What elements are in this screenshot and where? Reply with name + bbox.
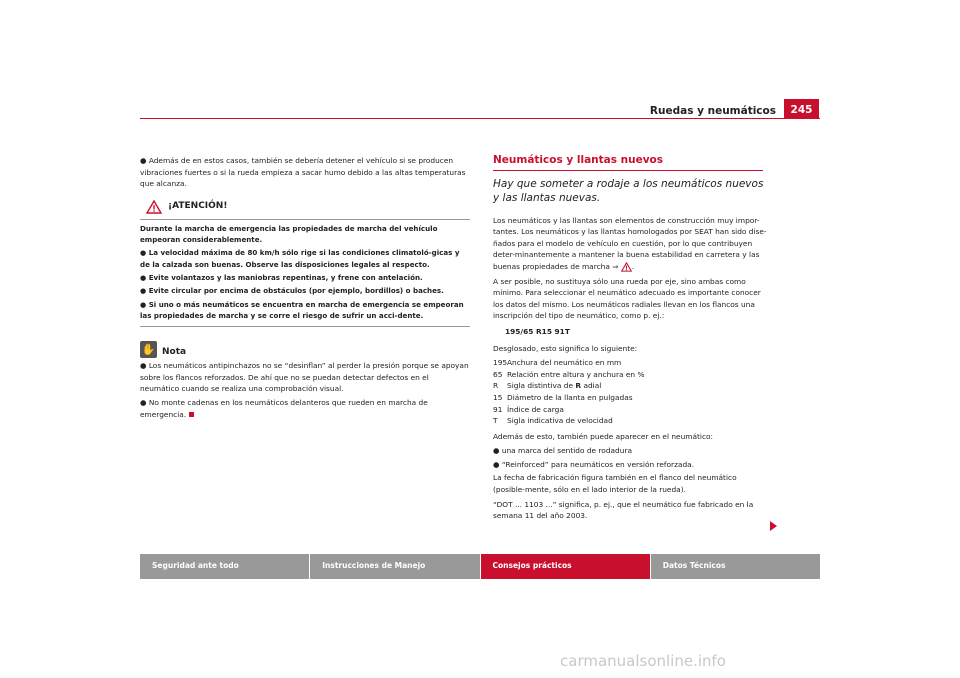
warning-item: ● Evite circular por encima de obstáculos (por ejemplo, bordillos) o baches. — [140, 286, 444, 296]
bullet-icon: ● — [140, 156, 147, 165]
tab-seguridad[interactable]: Seguridad ante todo — [140, 554, 309, 579]
warning-header — [140, 200, 470, 220]
bullet-icon: ● — [140, 397, 147, 407]
paragraph: Los neumáticos y las llantas son elementos de construcción muy impor-tantes. Los neumáticos y las llantas homologados por SEAT han sido dise-ñados para el modelo de vehículo en cuestión, por lo que contribuyen deter-minantemente a mantener la buena estabilidad en carretera y las buenas propiedades de marcha ⇒ . — [493, 215, 767, 271]
breakdown-row: 15 Diámetro de la llanta en pulgadas — [493, 392, 633, 402]
bullet-icon: ● — [140, 248, 147, 258]
right-column — [493, 155, 768, 525]
paragraph: La fecha de fabricación figura también en el flanco del neumático (posible-mente, sólo en el lado interior de la rueda). — [493, 473, 737, 495]
breakdown-row: 91 Índice de carga — [493, 404, 564, 414]
bullet-icon: ● — [140, 361, 147, 371]
bullet-icon: ● — [493, 459, 500, 469]
note-item: ● No monte cadenas en los neumáticos delanteros que rueden en marcha de emergencia. — [140, 397, 428, 419]
tab-datos[interactable]: Datos Técnicos — [651, 554, 820, 579]
warning-item: ● Si uno o más neumáticos se encuentra en marcha de emergencia se empeoran las propiedades de marcha y se corre el riesgo de sufrir un acci-dente. — [140, 299, 464, 320]
section-title: Neumáticos y llantas nuevos — [493, 155, 763, 171]
warning-lead: Durante la marcha de emergencia las propiedades de marcha del vehículo empeoran considerablemente. — [140, 223, 438, 245]
tire-code: 195/65 R15 91T — [505, 326, 570, 336]
bullet-icon: ● — [493, 446, 500, 456]
note-item: ● Los neumáticos antipinchazos no se “desinflan” al perder la presión porque se apoyan sobre los flancos reforzados. De ahí que no se puedan detectar defectos en el neumático cuando se realiza una comprobación visual. — [140, 361, 469, 394]
bullet-icon: ● — [140, 272, 147, 282]
warning-box — [140, 200, 470, 327]
chapter-title: Ruedas y neumáticos — [649, 105, 776, 117]
breakdown-row: T Sigla indicativa de velocidad — [493, 416, 613, 426]
also-intro: Además de esto, también puede aparecer en el neumático: — [493, 431, 714, 441]
continue-arrow-icon — [770, 521, 777, 531]
bullet-icon: ● — [140, 299, 147, 309]
warning-title: ¡ATENCIÓN! — [168, 200, 228, 211]
end-of-section-icon — [189, 412, 194, 417]
header-rule — [140, 118, 820, 119]
note-title: Nota — [162, 346, 187, 357]
tab-consejos[interactable]: Consejos prácticos — [481, 554, 650, 579]
warning-triangle-icon — [146, 200, 162, 214]
footer-tabs — [140, 554, 820, 579]
breakdown-list — [493, 357, 768, 427]
warning-triangle-icon — [621, 262, 632, 272]
section-subtitle: Hay que someter a rodaje a los neumáticos nuevos y las llantas nuevas. — [493, 177, 764, 204]
tab-instrucciones[interactable]: Instrucciones de Manejo — [310, 554, 479, 579]
warning-item: ● Evite volantazos y las maniobras repentinas, y frene con antelación. — [140, 272, 423, 282]
paragraph: “DOT ... 1103 ...” significa, p. ej., que el neumático fue fabricado en la semana 11 del año 2003. — [493, 499, 754, 521]
warning-item: ● La velocidad máxima de 80 km/h sólo rige si las condiciones climatoló-gicas y de la calzada son buenas. Observe las disposiciones legales al respecto. — [140, 248, 460, 269]
warning-body — [140, 223, 470, 327]
left-column — [140, 155, 470, 422]
page-number: 245 — [784, 99, 819, 119]
note-header — [140, 341, 470, 358]
breakdown-row: 195 Anchura del neumático en mm — [493, 358, 622, 368]
also-item: ● una marca del sentido de rodadura — [493, 446, 632, 456]
intro-bullet: ● Además de en estos casos, también se debería detener el vehículo si se producen vibraciones fuertes o si la rueda empieza a sacar humo debido a las altas temperaturas que alcanza. — [140, 156, 466, 189]
watermark: carmanualsonline.info — [560, 652, 726, 670]
bullet-icon: ● — [140, 286, 147, 296]
note-hand-icon: ✋ — [140, 341, 157, 358]
breakdown-row: 65 Relación entre altura y anchura en % — [493, 369, 645, 379]
breakdown-intro: Desglosado, esto significa lo siguiente: — [493, 343, 638, 353]
breakdown-row: R Sigla distintiva de R adial — [493, 381, 602, 391]
paragraph: A ser posible, no sustituya sólo una rueda por eje, sino ambas como mínimo. Para seleccionar el neumático adecuado es importante conocer los datos del mismo. Los neumáticos radiales llevan en los flancos una inscripción del tipo de neumático, como p. ej.: — [493, 276, 761, 321]
also-item: ● “Reinforced” para neumáticos en versión reforzada. — [493, 459, 695, 469]
